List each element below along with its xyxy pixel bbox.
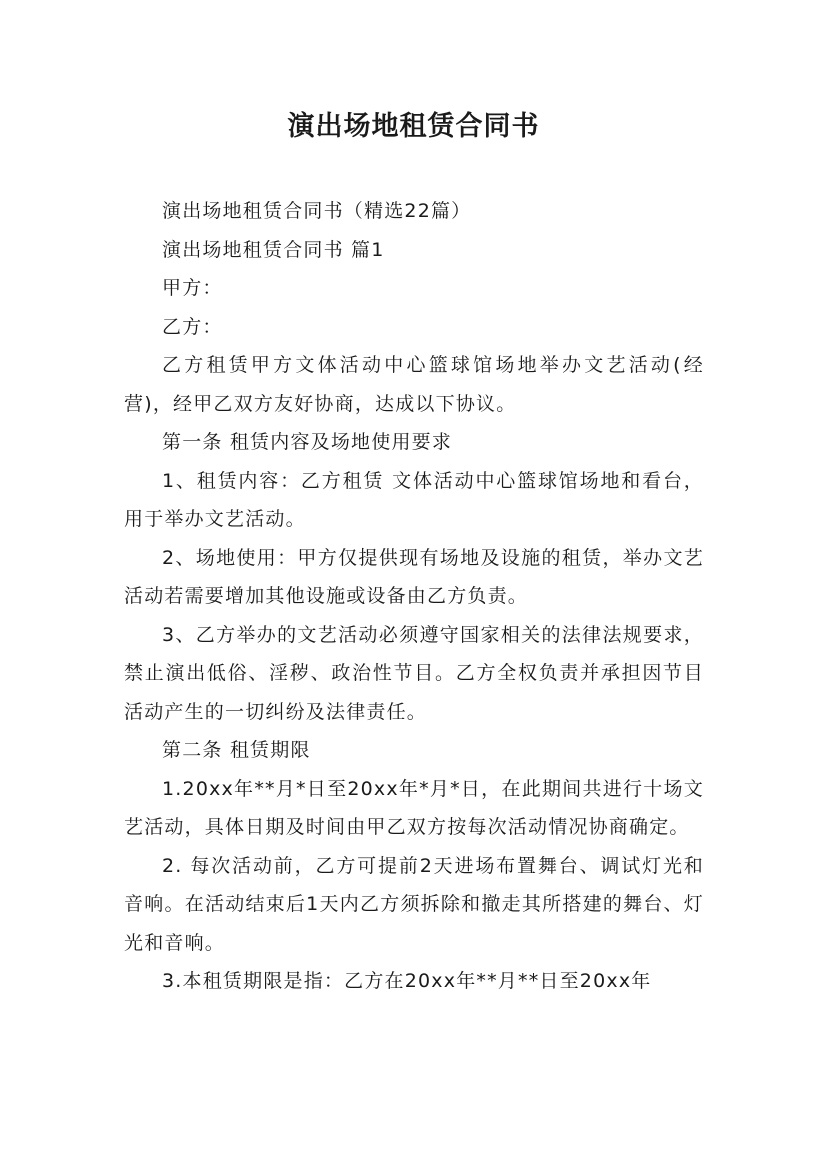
paragraph-intro: 乙方租赁甲方文体活动中心篮球馆场地举办文艺活动(经营)，经甲乙双方友好协商，达成以下协议。 <box>124 354 704 415</box>
paragraph-article-2-item-2: 2. 每次活动前，乙方可提前2天进场布置舞台、调试灯光和音响。在活动结束后1天内乙方须拆除和撤走其所搭建的舞台、灯光和音响。 <box>124 854 704 954</box>
paragraph-section-heading: 演出场地租赁合同书 篇1 <box>162 238 385 261</box>
paragraph-article-1-item-2: 2、场地使用：甲方仅提供现有场地及设施的租赁，举办文艺活动若需要增加其他设施或设备由乙方负责。 <box>124 546 704 607</box>
paragraph-party-b: 乙方： <box>162 315 223 338</box>
document-title: 演出场地租赁合同书 <box>287 111 540 142</box>
paragraph-article-2-heading: 第二条 租赁期限 <box>162 739 311 761</box>
paragraph-party-a: 甲方： <box>162 277 223 299</box>
document-body <box>124 192 704 1001</box>
paragraph-article-1-item-1: 1、租赁内容：乙方租赁 文体活动中心篮球馆场地和看台，用于举办文艺活动。 <box>124 469 704 530</box>
paragraph-article-1-item-3: 3、乙方举办的文艺活动必须遵守国家相关的法律法规要求，禁止演出低俗、淫秽、政治性节目。乙方全权负责并承担因节目活动产生的一切纠纷及法律责任。 <box>124 623 704 723</box>
paragraph-article-2-item-3: 3.本租赁期限是指：乙方在20xx年**月**日至20xx年 <box>162 970 652 992</box>
paragraph-article-1-heading: 第一条 租赁内容及场地使用要求 <box>162 431 453 453</box>
paragraph-article-2-item-1: 1.20xx年**月*日至20xx年*月*日，在此期间共进行十场文艺活动，具体日期及时间由甲乙双方按每次活动情况协商确定。 <box>124 777 704 838</box>
paragraph-subtitle: 演出场地租赁合同书（精选22篇） <box>162 200 472 222</box>
